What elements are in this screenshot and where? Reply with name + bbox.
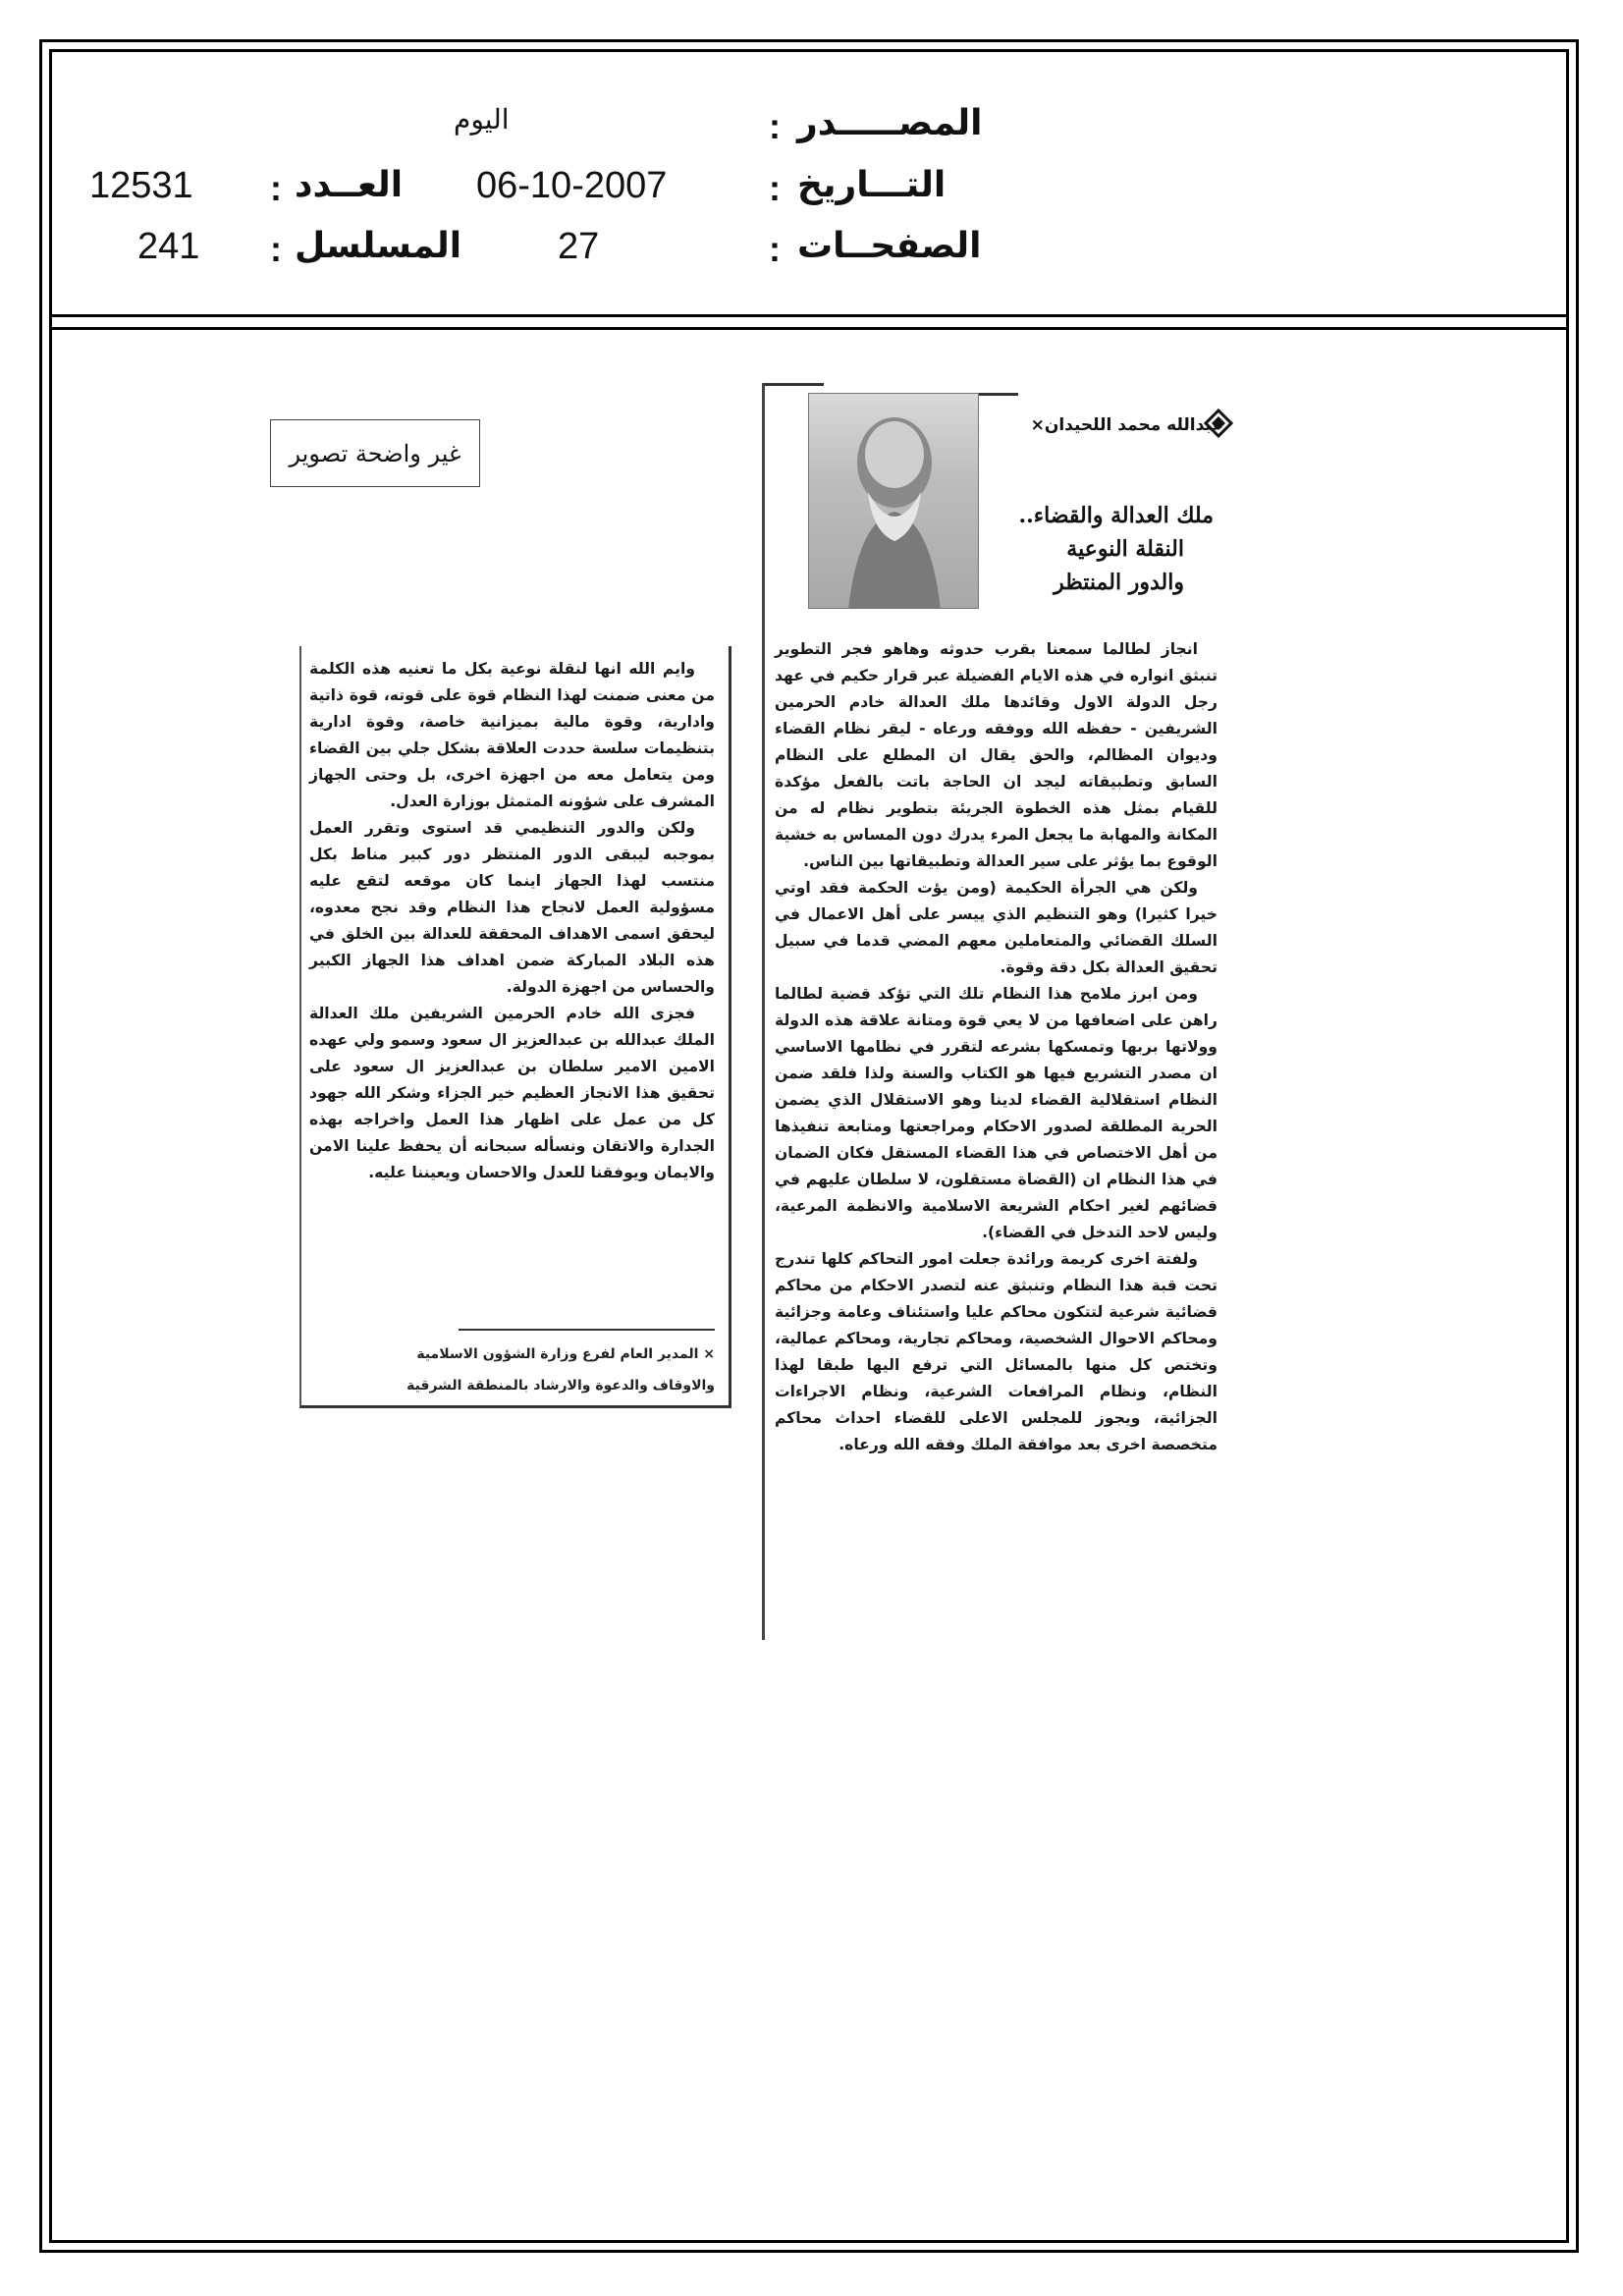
serial-label: المسلسل — [295, 226, 462, 266]
footnote-divider — [459, 1329, 715, 1331]
serial-colon: : — [270, 229, 282, 269]
article-kicker: ملك العدالة والقضاء.. — [1018, 503, 1214, 528]
article-headline-line1: النقلة النوعية — [1066, 536, 1184, 562]
paragraph: وايم الله انها لنقلة نوعية بكل ما تعنيه هذه الكلمة من معنى ضمنت لهذا النظام قوة على قوته، قوة ذاتية وادارية، وقوة مالية بميزانية خاصة، وقوة ادارية بتنظيمات سلسة حددت العلاقة بشكل جلي بين القضاء ومن يتعامل معه من اجهزة اخرى، بل وحتى الجهاز المشرف على شؤونه المتمثل بوزارة العدل. — [309, 660, 715, 810]
author-footnote — [312, 1339, 715, 1401]
pages-colon: : — [769, 229, 781, 269]
paragraph: ولكن والدور التنظيمي قد استوى وتقرر العمل بموجبه ليبقى الدور المنتظر دور كبير مناط بكل منتسب لهذا الجهاز اينما كان موقعه لتقع عليه مسؤولية العمل لانجاح هذا النظام وقد نجح معدوه، ليحقق اسمى الاهداف المحققة للعدالة بين الخلق في هذه البلاد المباركة ضمن اهداف هذا الجهاز الكبير والحساس من اجهزة الدولة. — [309, 819, 715, 996]
pages-label: الصفحــات — [797, 226, 982, 266]
paragraph: انجاز لطالما سمعنا بقرب حدوثه وهاهو فجر التطوير تنبثق انواره في هذه الايام الفضيلة عبر قرار حكيم في عهد رجل الدولة الاول وقائدها ملك العدالة خادم الحرمين الشريفين - حفظه الله ووفقه ورعاه - ليقر نظام القضاء وديوان المظالم، والحق يقال ان المطلع على النظام السابق وتطبيقاته ليجد ان الحاجة باتت بالفعل مؤكدة للقيام بمثل هذه الخطوة الجريئة بتطوير نظام له من المكانة والمهابة ما يجعل المرء يدرك دون المساس به خشية الوقوع بما يؤثر على سير العدالة وتطبيقاتها بين الناس. — [775, 640, 1217, 870]
headline-block — [1007, 499, 1214, 599]
paragraph: ولفتة اخرى كريمة ورائدة جعلت امور التحاكم كلها تندرج تحت قبة هذا النظام وتنبثق عنه لتصدر الاحكام من محاكم قضائية شرعية لتتكون محاكم عليا واستئناف وعامة وجزائية ومحاكم الاحوال الشخصية، ومحاكم تجارية، ومحاكم عمالية، وتختص كل منها بالمسائل التي ترفع اليها طبقا لهذا النظام، ونظام المرافعات الشرعية، ونظام الاجراءات الجزائية، ويجوز للمجلس الاعلى للقضاء احداث محاكم متخصصة اخرى بعد موافقة الملك وفقه الله ورعاه. — [775, 1250, 1217, 1453]
issue-label: العــدد — [295, 165, 404, 205]
source-value: اليوم — [454, 103, 510, 136]
article-body-right — [775, 636, 1217, 1458]
paragraph: ولكن هي الجرأة الحكيمة (ومن يؤت الحكمة فقد اوتي خيرا كثيرا) وهو التنظيم الذي ييسر على أهل الاعمال في السلك القضائي والمتعاملين معهم المضي قدما في سبيل تحقيق العدالة بكل دقة وقوة. — [775, 879, 1217, 976]
article-clip-right — [762, 383, 1223, 1640]
issue-colon: : — [270, 168, 282, 208]
footnote-line: والاوقاف والدعوة والارشاد بالمنطقة الشرقية — [406, 1378, 715, 1394]
article-headline-line2: والدور المنتظر — [1054, 570, 1184, 595]
author-byline: عبدالله محمد اللحيدان× — [1030, 415, 1223, 435]
unclear-copy-note: غير واضحة تصوير — [270, 419, 480, 487]
issue-value: 12531 — [89, 165, 193, 206]
clip-frame-line — [974, 393, 1018, 396]
clip-frame-line — [765, 383, 824, 386]
header-divider-second — [49, 327, 1569, 330]
author-photo — [808, 393, 979, 609]
article-clip-left — [299, 646, 731, 1408]
source-colon: : — [769, 106, 781, 146]
source-label: المصـــــدر — [797, 103, 983, 143]
date-value: 06-10-2007 — [476, 165, 668, 206]
date-label: التـــاريخ — [797, 165, 947, 205]
date-colon: : — [769, 168, 781, 208]
portrait-icon — [809, 394, 979, 609]
paragraph: ومن ابرز ملامح هذا النظام تلك التي تؤكد قضية لطالما راهن على اضعافها من لا يعي قوة ومتانة علاقة هذه الدولة وولاتها بربها وتمسكها بشرعه لتقرر في نظامها الاساسي ان مصدر التشريع فيها هو الكتاب والسنة ولذا فلقد ضمن النظام استقلالية القضاء لدينا وهو الاستقلال الذي يضمن الحرية المطلقة لصدور الاحكام ومراجعتها ومتابعة تنفيذها من أهل الاختصاص في هذا القضاء المستقل فكان الضمان في هذا النظام ان (القضاة مستقلون، لا سلطان عليهم في قضائهم لغير احكام الشريعة الاسلامية والانظمة المرعية، وليس لاحد التدخل في القضاء). — [775, 985, 1217, 1241]
pages-value: 27 — [558, 226, 600, 267]
paragraph: فجزى الله خادم الحرمين الشريفين ملك العدالة الملك عبدالله بن عبدالعزيز ال سعود وسمو ولي عهده الامين الامير سلطان بن عبدالعزيز ال سعود على تحقيق هذا الانجاز العظيم خير الجزاء وشكر الله جهود كل من عمل على اظهار هذا العمل واخراجه بهذه الجدارة والاتقان ونسأله سبحانه أن يحفظ علينا الامن والايمان ويوفقنا للعدل والاحسان ويعيننا عليه. — [309, 1005, 715, 1181]
footnote-line: × المدير العام لفرع وزارة الشؤون الاسلامية — [416, 1346, 715, 1362]
article-body-left — [309, 656, 715, 1186]
header-divider — [49, 314, 1569, 317]
serial-value: 241 — [137, 226, 200, 267]
